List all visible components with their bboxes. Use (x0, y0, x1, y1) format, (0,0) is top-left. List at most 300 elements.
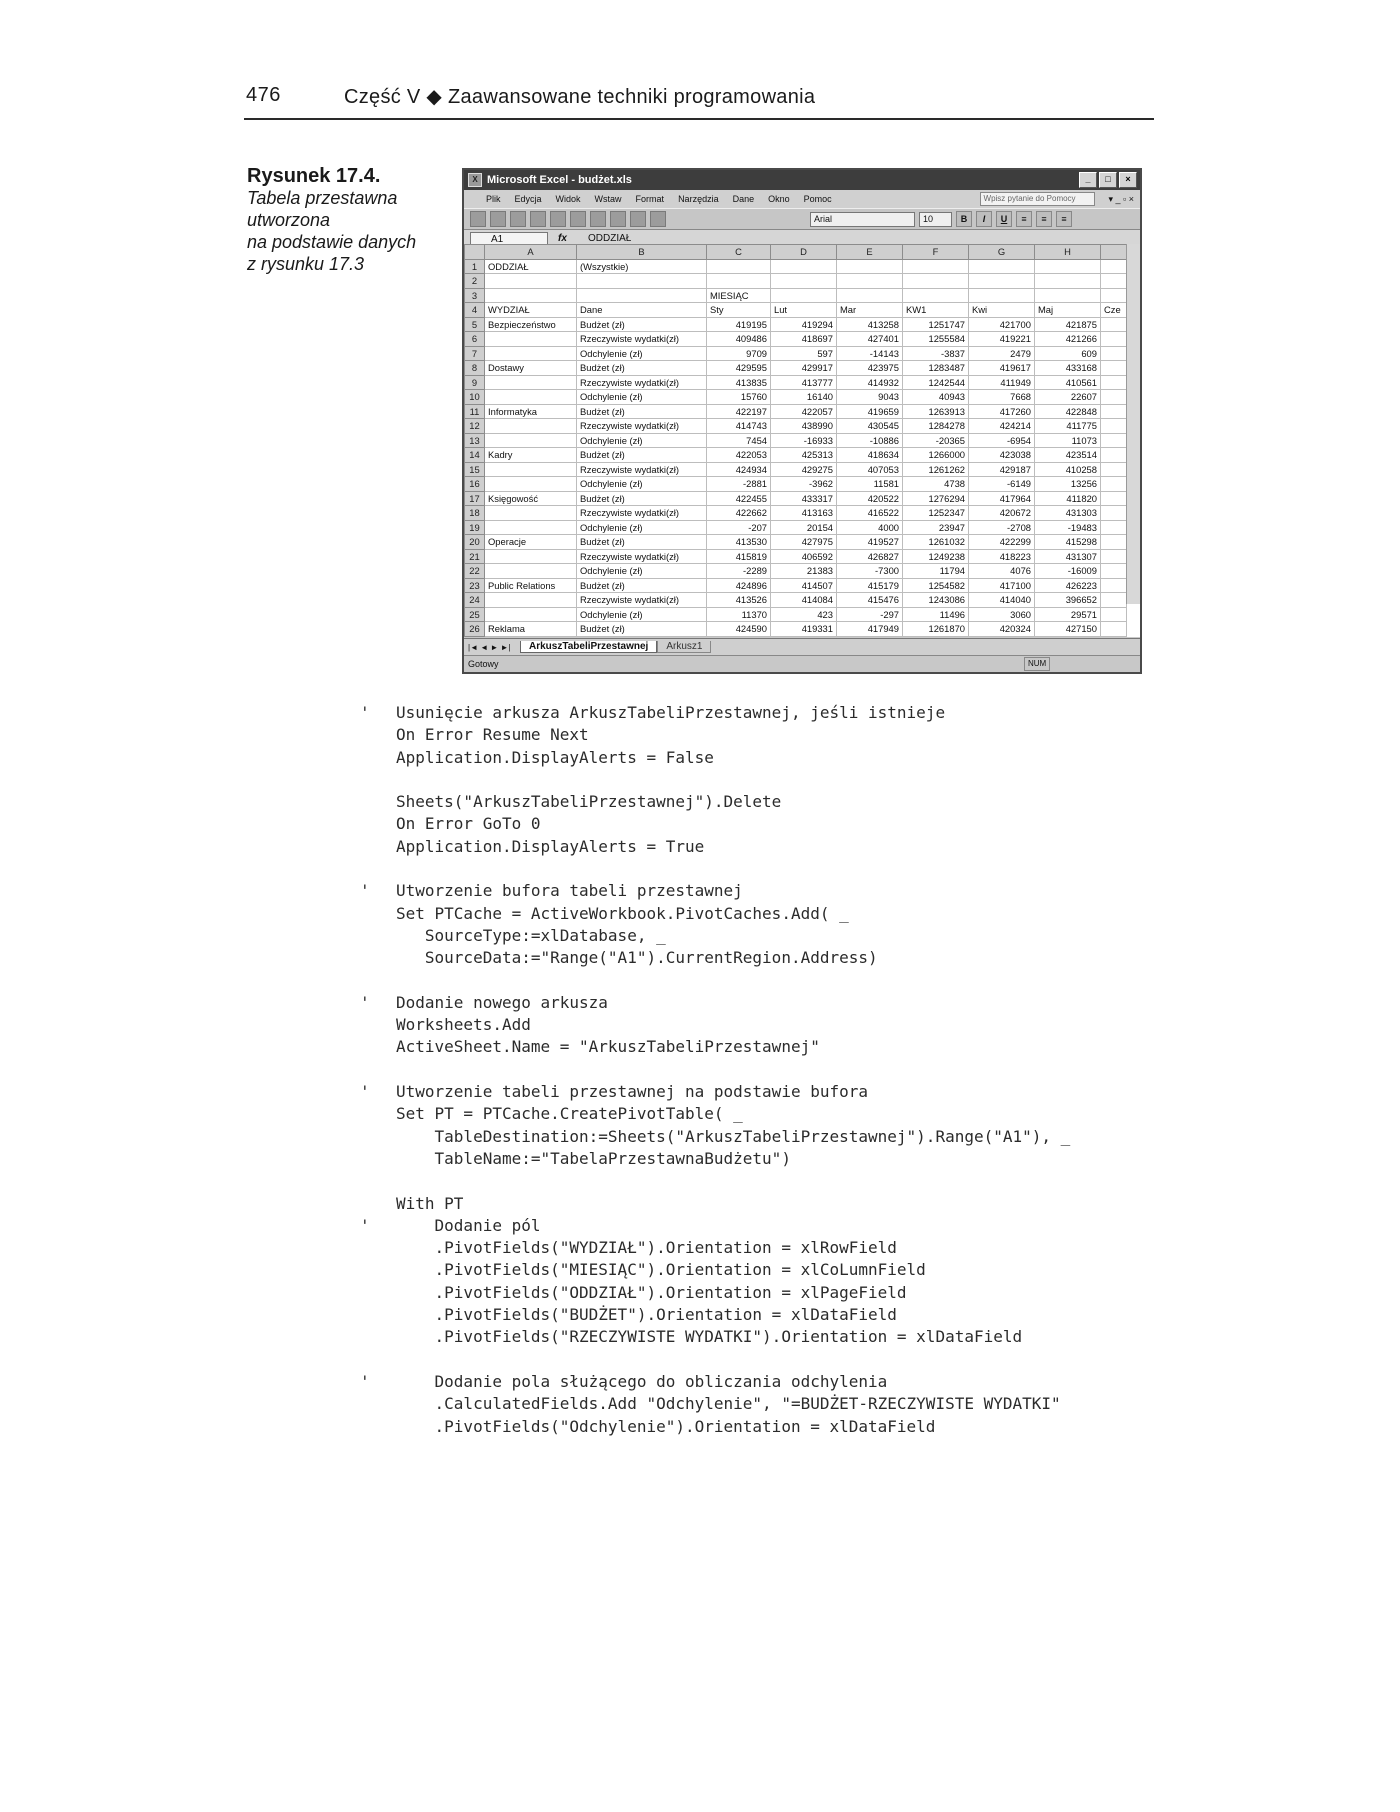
row-header[interactable]: 7 (465, 346, 485, 361)
page-field-dropdown[interactable]: (Wszystkie) (577, 259, 707, 274)
cell[interactable] (969, 259, 1035, 274)
column-field-dropdown[interactable]: MIESIĄC (707, 288, 771, 303)
cell[interactable] (903, 274, 969, 289)
vertical-scrollbar[interactable] (1126, 244, 1140, 604)
value-cell[interactable]: 420672 (969, 506, 1035, 521)
value-cell[interactable]: 11370 (707, 607, 771, 622)
value-cell[interactable]: 431307 (1035, 549, 1101, 564)
value-cell[interactable]: 418697 (771, 332, 837, 347)
value-cell[interactable]: 433317 (771, 491, 837, 506)
value-cell[interactable]: 1252347 (903, 506, 969, 521)
cell[interactable] (837, 288, 903, 303)
cell[interactable] (707, 259, 771, 274)
cut-icon[interactable] (570, 211, 586, 227)
row-header[interactable]: 11 (465, 404, 485, 419)
value-cell[interactable]: 40943 (903, 390, 969, 405)
cell[interactable] (1101, 375, 1127, 390)
menu-wstaw[interactable]: Wstaw (594, 194, 622, 204)
menu-pomoc[interactable]: Pomoc (803, 194, 832, 204)
menu-dane[interactable]: Dane (732, 194, 755, 204)
row-header[interactable]: 26 (465, 622, 485, 637)
paste-icon[interactable] (610, 211, 626, 227)
measure-label[interactable]: Rzeczywiste wydatki(zł) (577, 593, 707, 608)
value-cell[interactable]: -10886 (837, 433, 903, 448)
cell[interactable] (1101, 520, 1127, 535)
value-cell[interactable]: 413258 (837, 317, 903, 332)
value-cell[interactable]: 423 (771, 607, 837, 622)
value-cell[interactable]: 20154 (771, 520, 837, 535)
value-cell[interactable]: -7300 (837, 564, 903, 579)
menu-format[interactable]: Format (635, 194, 665, 204)
row-header[interactable]: 16 (465, 477, 485, 492)
cell[interactable] (1101, 622, 1127, 637)
column-header[interactable]: H (1035, 245, 1101, 260)
measure-label[interactable]: Odchylenie (zł) (577, 390, 707, 405)
font-size-select[interactable]: 10 (919, 212, 952, 227)
value-cell[interactable]: 424934 (707, 462, 771, 477)
value-cell[interactable]: 2479 (969, 346, 1035, 361)
cell[interactable] (1101, 404, 1127, 419)
value-cell[interactable]: 417100 (969, 578, 1035, 593)
value-cell[interactable]: 413163 (771, 506, 837, 521)
value-cell[interactable]: 4000 (837, 520, 903, 535)
month-header[interactable]: Lut (771, 303, 837, 318)
value-cell[interactable]: 413777 (771, 375, 837, 390)
measure-label[interactable]: Budżet (zł) (577, 448, 707, 463)
value-cell[interactable]: 29571 (1035, 607, 1101, 622)
value-cell[interactable]: 11581 (837, 477, 903, 492)
column-header[interactable]: D (771, 245, 837, 260)
value-cell[interactable]: 427150 (1035, 622, 1101, 637)
value-cell[interactable]: 415298 (1035, 535, 1101, 550)
value-cell[interactable]: 429595 (707, 361, 771, 376)
value-cell[interactable]: 422455 (707, 491, 771, 506)
value-cell[interactable]: 4076 (969, 564, 1035, 579)
value-cell[interactable]: 415819 (707, 549, 771, 564)
value-cell[interactable]: 419294 (771, 317, 837, 332)
value-cell[interactable]: 1276294 (903, 491, 969, 506)
row-field-dropdown[interactable]: WYDZIAŁ (485, 303, 577, 318)
value-cell[interactable]: 407053 (837, 462, 903, 477)
department-label[interactable]: Bezpieczeństwo (485, 317, 577, 332)
cell[interactable] (485, 564, 577, 579)
cell[interactable] (485, 419, 577, 434)
month-header[interactable]: Maj (1035, 303, 1101, 318)
cell[interactable] (837, 259, 903, 274)
value-cell[interactable]: 7454 (707, 433, 771, 448)
menu-plik[interactable]: Plik (486, 194, 501, 204)
value-cell[interactable]: 4738 (903, 477, 969, 492)
cell[interactable] (1101, 317, 1127, 332)
measure-label[interactable]: Budżet (zł) (577, 578, 707, 593)
measure-label[interactable]: Rzeczywiste wydatki(zł) (577, 332, 707, 347)
value-cell[interactable]: 597 (771, 346, 837, 361)
tab-scroll-arrows-icon[interactable]: |◄ ◄ ► ►| (468, 642, 511, 652)
measure-label[interactable]: Odchylenie (zł) (577, 433, 707, 448)
cell[interactable] (1035, 288, 1101, 303)
value-cell[interactable]: 15760 (707, 390, 771, 405)
print-preview-icon[interactable] (550, 211, 566, 227)
cell[interactable] (707, 274, 771, 289)
row-header[interactable]: 8 (465, 361, 485, 376)
value-cell[interactable]: 11073 (1035, 433, 1101, 448)
cell[interactable] (1101, 259, 1127, 274)
value-cell[interactable]: 414932 (837, 375, 903, 390)
value-cell[interactable]: -297 (837, 607, 903, 622)
sort-icon[interactable] (650, 211, 666, 227)
value-cell[interactable]: 429275 (771, 462, 837, 477)
cell[interactable] (485, 549, 577, 564)
formula-content[interactable]: ODDZIAŁ (588, 232, 632, 244)
value-cell[interactable]: 423514 (1035, 448, 1101, 463)
value-cell[interactable]: -3837 (903, 346, 969, 361)
measure-label[interactable]: Odchylenie (zł) (577, 607, 707, 622)
column-header[interactable]: C (707, 245, 771, 260)
doc-window-controls[interactable]: ▾ _ ▫ × (1108, 193, 1134, 204)
department-label[interactable]: Public Relations (485, 578, 577, 593)
cell[interactable] (1035, 259, 1101, 274)
row-header[interactable]: 4 (465, 303, 485, 318)
department-label[interactable]: Operacje (485, 535, 577, 550)
value-cell[interactable]: -16933 (771, 433, 837, 448)
value-cell[interactable]: 422057 (771, 404, 837, 419)
value-cell[interactable]: 1249238 (903, 549, 969, 564)
value-cell[interactable]: 609 (1035, 346, 1101, 361)
cell[interactable] (485, 593, 577, 608)
help-search-input[interactable]: Wpisz pytanie do Pomocy (980, 192, 1095, 206)
value-cell[interactable]: 415476 (837, 593, 903, 608)
value-cell[interactable]: 1263913 (903, 404, 969, 419)
value-cell[interactable]: 422299 (969, 535, 1035, 550)
cell[interactable] (485, 607, 577, 622)
column-header[interactable]: E (837, 245, 903, 260)
row-header[interactable]: 19 (465, 520, 485, 535)
row-header[interactable]: 23 (465, 578, 485, 593)
value-cell[interactable]: 419617 (969, 361, 1035, 376)
cell[interactable] (485, 506, 577, 521)
value-cell[interactable]: 425313 (771, 448, 837, 463)
value-cell[interactable]: 413530 (707, 535, 771, 550)
italic-button[interactable]: I (976, 211, 992, 227)
maximize-icon[interactable]: □ (1099, 172, 1117, 188)
value-cell[interactable]: 430545 (837, 419, 903, 434)
cell[interactable] (1101, 535, 1127, 550)
align-center-icon[interactable]: ≡ (1036, 211, 1052, 227)
copy-icon[interactable] (590, 211, 606, 227)
value-cell[interactable]: 423038 (969, 448, 1035, 463)
value-cell[interactable]: 22607 (1035, 390, 1101, 405)
close-icon[interactable]: × (1119, 172, 1137, 188)
value-cell[interactable]: 418223 (969, 549, 1035, 564)
cell[interactable] (577, 288, 707, 303)
cell[interactable] (969, 288, 1035, 303)
row-header[interactable]: 5 (465, 317, 485, 332)
measure-label[interactable]: Budżet (zł) (577, 622, 707, 637)
row-header[interactable]: 10 (465, 390, 485, 405)
value-cell[interactable]: 414507 (771, 578, 837, 593)
name-box[interactable]: A1 (470, 232, 548, 245)
cell[interactable] (485, 332, 577, 347)
cell[interactable] (485, 433, 577, 448)
row-header[interactable]: 3 (465, 288, 485, 303)
print-icon[interactable] (530, 211, 546, 227)
month-header[interactable]: Kwi (969, 303, 1035, 318)
row-header[interactable]: 15 (465, 462, 485, 477)
minimize-icon[interactable]: _ (1079, 172, 1097, 188)
bold-button[interactable]: B (956, 211, 972, 227)
value-cell[interactable]: 415179 (837, 578, 903, 593)
value-cell[interactable]: -19483 (1035, 520, 1101, 535)
value-cell[interactable]: 1261032 (903, 535, 969, 550)
measure-label[interactable]: Budżet (zł) (577, 404, 707, 419)
value-cell[interactable]: 409486 (707, 332, 771, 347)
cell[interactable] (485, 375, 577, 390)
cell[interactable] (1101, 361, 1127, 376)
autosum-icon[interactable] (630, 211, 646, 227)
value-cell[interactable]: -20365 (903, 433, 969, 448)
value-cell[interactable]: 411949 (969, 375, 1035, 390)
cell[interactable] (771, 259, 837, 274)
value-cell[interactable]: 419527 (837, 535, 903, 550)
cell[interactable] (1101, 332, 1127, 347)
menu-widok[interactable]: Widok (555, 194, 581, 204)
value-cell[interactable]: 429917 (771, 361, 837, 376)
tab-arkusz1[interactable]: Arkusz1 (657, 641, 711, 653)
cell[interactable] (1101, 491, 1127, 506)
value-cell[interactable]: 1254582 (903, 578, 969, 593)
cell[interactable] (485, 274, 577, 289)
value-cell[interactable]: 422197 (707, 404, 771, 419)
month-header[interactable]: Cze (1101, 303, 1127, 318)
cell[interactable] (485, 520, 577, 535)
value-cell[interactable]: 420522 (837, 491, 903, 506)
cell[interactable] (1101, 607, 1127, 622)
cell[interactable] (1101, 506, 1127, 521)
cell[interactable] (903, 288, 969, 303)
value-cell[interactable]: 424590 (707, 622, 771, 637)
column-header[interactable]: F (903, 245, 969, 260)
value-cell[interactable]: 427401 (837, 332, 903, 347)
value-cell[interactable]: 414040 (969, 593, 1035, 608)
cell[interactable] (969, 274, 1035, 289)
value-cell[interactable]: -16009 (1035, 564, 1101, 579)
menu-edycja[interactable]: Edycja (514, 194, 542, 204)
value-cell[interactable]: 419659 (837, 404, 903, 419)
value-cell[interactable]: 422053 (707, 448, 771, 463)
measure-label[interactable]: Rzeczywiste wydatki(zł) (577, 549, 707, 564)
measure-label[interactable]: Rzeczywiste wydatki(zł) (577, 419, 707, 434)
save-icon[interactable] (510, 211, 526, 227)
row-header[interactable]: 21 (465, 549, 485, 564)
measure-label[interactable]: Odchylenie (zł) (577, 520, 707, 535)
value-cell[interactable]: 427975 (771, 535, 837, 550)
cell[interactable] (485, 390, 577, 405)
cell[interactable] (485, 288, 577, 303)
row-header[interactable]: 13 (465, 433, 485, 448)
cell[interactable] (837, 274, 903, 289)
row-header[interactable]: 25 (465, 607, 485, 622)
row-header[interactable]: 9 (465, 375, 485, 390)
row-header[interactable]: 24 (465, 593, 485, 608)
value-cell[interactable]: 417260 (969, 404, 1035, 419)
menu-narzedzia[interactable]: Narzędzia (678, 194, 719, 204)
value-cell[interactable]: 413526 (707, 593, 771, 608)
cell[interactable] (1101, 462, 1127, 477)
value-cell[interactable]: 423975 (837, 361, 903, 376)
value-cell[interactable]: 11794 (903, 564, 969, 579)
cell[interactable] (1101, 593, 1127, 608)
cell[interactable] (1101, 564, 1127, 579)
menu-okno[interactable]: Okno (768, 194, 790, 204)
value-cell[interactable]: 424896 (707, 578, 771, 593)
value-cell[interactable]: 9043 (837, 390, 903, 405)
value-cell[interactable]: -2708 (969, 520, 1035, 535)
value-cell[interactable]: 416522 (837, 506, 903, 521)
cell[interactable] (1101, 477, 1127, 492)
value-cell[interactable]: 421875 (1035, 317, 1101, 332)
value-cell[interactable]: 422848 (1035, 404, 1101, 419)
cell[interactable] (577, 274, 707, 289)
value-cell[interactable]: 419331 (771, 622, 837, 637)
value-cell[interactable]: 1283487 (903, 361, 969, 376)
open-folder-icon[interactable] (490, 211, 506, 227)
row-header[interactable]: 17 (465, 491, 485, 506)
value-cell[interactable]: -2881 (707, 477, 771, 492)
cell[interactable] (771, 288, 837, 303)
value-cell[interactable]: 16140 (771, 390, 837, 405)
row-header[interactable]: 14 (465, 448, 485, 463)
department-label[interactable]: Informatyka (485, 404, 577, 419)
value-cell[interactable]: -6954 (969, 433, 1035, 448)
department-label[interactable]: Księgowość (485, 491, 577, 506)
value-cell[interactable]: 410258 (1035, 462, 1101, 477)
value-cell[interactable]: 23947 (903, 520, 969, 535)
row-header[interactable]: 1 (465, 259, 485, 274)
cell[interactable] (485, 462, 577, 477)
column-header[interactable]: A (485, 245, 577, 260)
cell[interactable] (771, 274, 837, 289)
value-cell[interactable]: 421700 (969, 317, 1035, 332)
measure-label[interactable]: Rzeczywiste wydatki(zł) (577, 375, 707, 390)
cell[interactable] (1101, 288, 1127, 303)
cell[interactable] (1101, 433, 1127, 448)
cell[interactable] (1101, 448, 1127, 463)
new-file-icon[interactable] (470, 211, 486, 227)
value-cell[interactable]: 21383 (771, 564, 837, 579)
value-cell[interactable]: 426223 (1035, 578, 1101, 593)
value-cell[interactable]: 1251747 (903, 317, 969, 332)
measure-label[interactable]: Budżet (zł) (577, 361, 707, 376)
value-cell[interactable]: 1243086 (903, 593, 969, 608)
align-right-icon[interactable]: ≡ (1056, 211, 1072, 227)
value-cell[interactable]: 1284278 (903, 419, 969, 434)
value-cell[interactable]: 9709 (707, 346, 771, 361)
value-cell[interactable]: 1266000 (903, 448, 969, 463)
measure-label[interactable]: Odchylenie (zł) (577, 477, 707, 492)
cell[interactable] (1101, 578, 1127, 593)
value-cell[interactable]: 422662 (707, 506, 771, 521)
value-cell[interactable]: 417964 (969, 491, 1035, 506)
measure-label[interactable]: Odchylenie (zł) (577, 346, 707, 361)
value-cell[interactable]: 417949 (837, 622, 903, 637)
measure-label[interactable]: Rzeczywiste wydatki(zł) (577, 506, 707, 521)
value-cell[interactable]: 406592 (771, 549, 837, 564)
cell[interactable] (1101, 390, 1127, 405)
row-header[interactable]: 2 (465, 274, 485, 289)
underline-button[interactable]: U (996, 211, 1012, 227)
font-name-select[interactable]: Arial (810, 212, 915, 227)
department-label[interactable]: Kadry (485, 448, 577, 463)
cell[interactable] (903, 259, 969, 274)
value-cell[interactable]: -207 (707, 520, 771, 535)
value-cell[interactable]: 426827 (837, 549, 903, 564)
value-cell[interactable]: 419195 (707, 317, 771, 332)
measure-label[interactable]: Rzeczywiste wydatki(zł) (577, 462, 707, 477)
data-field-dropdown[interactable]: Dane (577, 303, 707, 318)
value-cell[interactable]: 411820 (1035, 491, 1101, 506)
cell[interactable] (485, 346, 577, 361)
value-cell[interactable]: 414084 (771, 593, 837, 608)
department-label[interactable]: Dostawy (485, 361, 577, 376)
cell[interactable] (485, 477, 577, 492)
cell[interactable] (1101, 346, 1127, 361)
row-header[interactable]: 6 (465, 332, 485, 347)
value-cell[interactable]: 429187 (969, 462, 1035, 477)
select-all-corner[interactable] (465, 245, 485, 260)
tab-arkusz-tabeli-przestawnej[interactable]: ArkuszTabeliPrzestawnej (520, 641, 657, 653)
month-header[interactable]: KW1 (903, 303, 969, 318)
value-cell[interactable]: -3962 (771, 477, 837, 492)
row-header[interactable]: 12 (465, 419, 485, 434)
fx-icon[interactable]: fx (558, 232, 567, 244)
value-cell[interactable]: 420324 (969, 622, 1035, 637)
measure-label[interactable]: Budżet (zł) (577, 317, 707, 332)
measure-label[interactable]: Budżet (zł) (577, 535, 707, 550)
value-cell[interactable]: 410561 (1035, 375, 1101, 390)
page-field-label[interactable]: ODDZIAŁ (485, 259, 577, 274)
value-cell[interactable]: 431303 (1035, 506, 1101, 521)
department-label[interactable]: Reklama (485, 622, 577, 637)
value-cell[interactable]: 414743 (707, 419, 771, 434)
value-cell[interactable]: 438990 (771, 419, 837, 434)
month-header[interactable]: Sty (707, 303, 771, 318)
column-header[interactable]: G (969, 245, 1035, 260)
value-cell[interactable]: 1261262 (903, 462, 969, 477)
value-cell[interactable]: 421266 (1035, 332, 1101, 347)
month-header[interactable]: Mar (837, 303, 903, 318)
align-left-icon[interactable]: ≡ (1016, 211, 1032, 227)
measure-label[interactable]: Odchylenie (zł) (577, 564, 707, 579)
row-header[interactable]: 20 (465, 535, 485, 550)
value-cell[interactable]: 396652 (1035, 593, 1101, 608)
measure-label[interactable]: Budżet (zł) (577, 491, 707, 506)
row-header[interactable]: 18 (465, 506, 485, 521)
value-cell[interactable]: 419221 (969, 332, 1035, 347)
value-cell[interactable]: 424214 (969, 419, 1035, 434)
column-header[interactable] (1101, 245, 1127, 260)
cell[interactable] (1101, 549, 1127, 564)
value-cell[interactable]: 1255584 (903, 332, 969, 347)
value-cell[interactable]: 418634 (837, 448, 903, 463)
cell[interactable] (1101, 274, 1127, 289)
value-cell[interactable]: 7668 (969, 390, 1035, 405)
value-cell[interactable]: 3060 (969, 607, 1035, 622)
value-cell[interactable]: 411775 (1035, 419, 1101, 434)
value-cell[interactable]: 1261870 (903, 622, 969, 637)
value-cell[interactable]: 413835 (707, 375, 771, 390)
value-cell[interactable]: -14143 (837, 346, 903, 361)
value-cell[interactable]: 1242544 (903, 375, 969, 390)
